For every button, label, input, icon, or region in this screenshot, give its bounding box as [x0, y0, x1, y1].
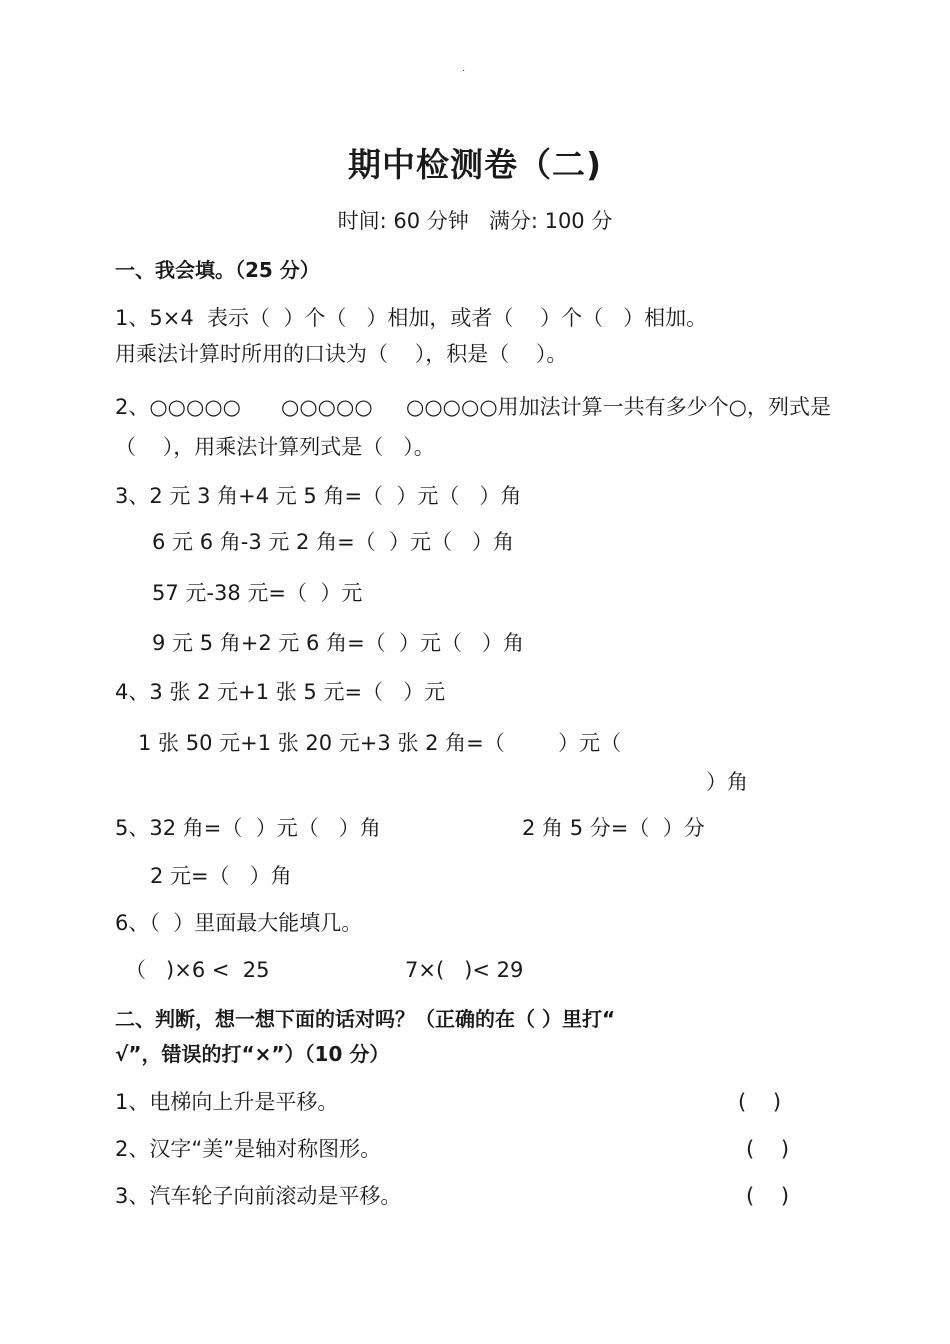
question-1-line-2: 用乘法计算时所用的口诀为（ ），积是（ ）。	[115, 342, 568, 366]
question-5-part-a: 5、32 角=（ ）元（ ）角	[115, 816, 381, 840]
question-5-part-b: 2 角 5 分=（ ）分	[522, 816, 705, 840]
question-2-line-1: 2、○○○○○ ○○○○○ ○○○○○用加法计算一共有多少个○，列式是	[115, 395, 831, 419]
question-3-line-4: 9 元 5 角+2 元 6 角=（ ）元（ ）角	[152, 631, 525, 655]
judgement-answer-3: ( )	[746, 1184, 790, 1208]
exam-info: 时间: 60 分钟 满分: 100 分	[337, 209, 613, 233]
question-4-line-1: 4、3 张 2 元+1 张 5 元=（ ）元	[115, 680, 446, 704]
question-6-part-a: （ )×6 < 25	[125, 958, 270, 982]
section-1-heading: 一、我会填。（25 分）	[115, 258, 320, 282]
judgement-item-3: 3、汽车轮子向前滚动是平移。	[115, 1184, 402, 1208]
section-2-heading-line-1: 二、判断，想一想下面的话对吗？（正确的在（ ）里打“	[115, 1007, 616, 1031]
judgement-item-1: 1、电梯向上升是平移。	[115, 1090, 339, 1114]
question-6-part-b: 7×( )< 29	[405, 958, 524, 982]
question-4-line-2: 1 张 50 元+1 张 20 元+3 张 2 角=（ ）元（	[138, 731, 622, 755]
page-title: 期中检测卷（二)	[347, 145, 603, 184]
question-3-line-1: 3、2 元 3 角+4 元 5 角=（ ）元（ ）角	[115, 484, 522, 508]
judgement-answer-1: ( )	[738, 1090, 782, 1114]
question-3-line-3: 57 元-38 元=（ ）元	[152, 581, 363, 605]
question-3-line-2: 6 元 6 角-3 元 2 角=（ ）元（ ）角	[152, 530, 515, 554]
judgement-item-2: 2、汉字“美”是轴对称图形。	[115, 1137, 382, 1161]
question-2-line-2: （ ），用乘法计算列式是（ ）。	[115, 435, 435, 459]
question-6-line-1: 6、（ ）里面最大能填几。	[115, 911, 363, 935]
judgement-answer-2: ( )	[746, 1137, 790, 1161]
question-1-line-1: 1、5×4 表示（ ）个（ ）相加，或者（ ）个（ ）相加。	[115, 306, 708, 330]
question-5-line-2: 2 元=（ ）角	[150, 864, 292, 888]
question-4-line-3: ）角	[706, 770, 748, 794]
section-2-heading-line-2: √”，错误的打“×”）（10 分）	[115, 1042, 390, 1066]
page-marker-dot: ·	[462, 66, 466, 77]
